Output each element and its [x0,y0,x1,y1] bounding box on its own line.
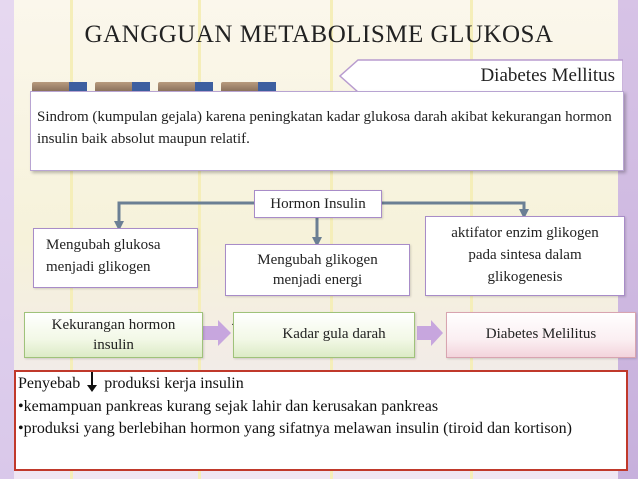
chain-box-kadar [233,312,415,358]
causes-heading [18,372,624,396]
chain-label-1: Kekurangan hormon insulin [51,317,176,353]
causes-heading-end: produksi kerja insulin [104,375,244,392]
chain-box-kekurangan [24,312,203,358]
banner-label: Diabetes Mellitus [480,65,615,86]
chain-label-2: Kadar gula darah [282,326,386,342]
cause-item-1: •kemampuan pankreas kurang sejak lahir dan kerusakan pankreas [18,397,439,415]
causes-heading-start: Penyebab [18,375,81,392]
slide-title: GANGGUAN METABOLISME GLUKOSA [84,21,554,48]
connector-right [381,203,524,214]
branch-label-3: aktifator enzim glikogen pada sintesa dalam glikogenesis [451,225,599,285]
decrease-arrow-icon [84,372,100,392]
cause-item-2: •produksi yang berlebihan hormon yang sifatnya melawan insulin (tiroid dan kortison) [18,420,572,437]
causes-box [14,370,628,471]
branch-label-1: Mengubah glukosa menjadi glikogen [46,237,161,275]
chain-arrow-2 [417,320,443,346]
chain-label-3: Diabetes Melilitus [485,326,597,342]
branch-box-2 [225,244,410,296]
chain-box-diabetes [446,312,636,358]
branch-box-3 [425,216,625,296]
chain-arrow-1 [203,320,231,346]
branch-box-1 [33,228,198,288]
branch-label-2: Mengubah glikogen menjadi energi [257,252,378,288]
connector-left [119,203,254,226]
hormon-insulin-box [254,190,382,218]
causes-text [18,372,624,441]
hormon-insulin-label: Hormon Insulin [270,196,366,212]
definition-text: Sindrom (kumpulan gejala) karena peningkatan kadar glukosa darah akibat kekurangan hormon insulin baik absolut maupun relatif. [37,109,612,147]
